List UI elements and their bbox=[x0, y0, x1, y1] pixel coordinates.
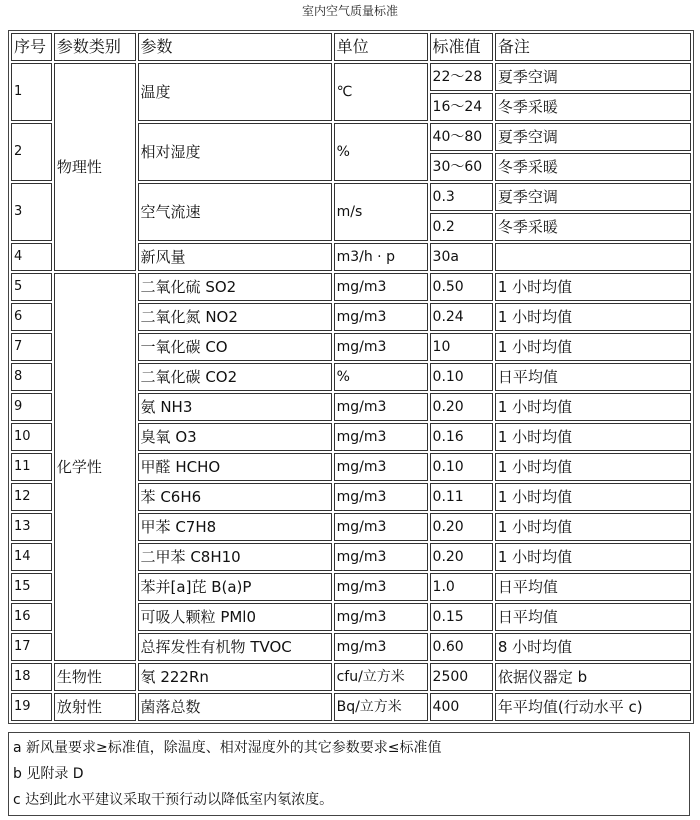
standard-value-cell: 0.50 bbox=[430, 273, 493, 301]
standard-value-cell: 1.0 bbox=[430, 573, 493, 601]
standard-value-cell: 0.15 bbox=[430, 603, 493, 631]
standard-value-cell: 0.20 bbox=[430, 513, 493, 541]
note-cell: 年平均值(行动水平 c) bbox=[495, 693, 691, 721]
row-number: 17 bbox=[11, 633, 52, 661]
unit-cell: mg/m3 bbox=[334, 423, 428, 451]
category-cell: 物理性 bbox=[54, 63, 136, 271]
row-number: 3 bbox=[11, 183, 52, 241]
footnote-c: c 达到此水平建议采取干预行动以降低室内氡浓度。 bbox=[13, 792, 334, 808]
standard-value-cell: 16～24 bbox=[430, 93, 493, 121]
param-cell: 二甲苯 C8H10 bbox=[138, 543, 332, 571]
row-number: 1 bbox=[11, 63, 52, 121]
category-cell: 化学性 bbox=[54, 273, 136, 661]
param-cell: 温度 bbox=[138, 63, 332, 121]
footnotes bbox=[8, 732, 690, 816]
param-cell: 菌落总数 bbox=[138, 693, 332, 721]
table-header-row bbox=[11, 33, 691, 61]
unit-cell: ℃ bbox=[334, 63, 428, 121]
note-cell: 1 小时均值 bbox=[495, 303, 691, 331]
category-cell: 生物性 bbox=[54, 663, 136, 691]
param-cell: 氡 222Rn bbox=[138, 663, 332, 691]
param-cell: 二氧化碳 CO2 bbox=[138, 363, 332, 391]
standard-value-cell: 0.11 bbox=[430, 483, 493, 511]
param-cell: 氨 NH3 bbox=[138, 393, 332, 421]
unit-cell: mg/m3 bbox=[334, 483, 428, 511]
param-cell: 总挥发性有机物 TVOC bbox=[138, 633, 332, 661]
unit-cell: Bq/立方米 bbox=[334, 693, 428, 721]
unit-cell: m/s bbox=[334, 183, 428, 241]
unit-cell: mg/m3 bbox=[334, 273, 428, 301]
unit-cell: % bbox=[334, 123, 428, 181]
note-cell: 依据仪器定 b bbox=[495, 663, 691, 691]
row-number: 14 bbox=[11, 543, 52, 571]
param-cell: 苯并[a]芘 B(a)P bbox=[138, 573, 332, 601]
note-cell: 1 小时均值 bbox=[495, 423, 691, 451]
row-number: 8 bbox=[11, 363, 52, 391]
param-cell: 新风量 bbox=[138, 243, 332, 271]
param-cell: 苯 C6H6 bbox=[138, 483, 332, 511]
param-cell: 二氧化氮 NO2 bbox=[138, 303, 332, 331]
row-number: 2 bbox=[11, 123, 52, 181]
row-number: 12 bbox=[11, 483, 52, 511]
standard-value-cell: 0.3 bbox=[430, 183, 493, 211]
note-cell: 冬季采暖 bbox=[495, 93, 691, 121]
param-cell: 一氧化碳 CO bbox=[138, 333, 332, 361]
row-number: 4 bbox=[11, 243, 52, 271]
note-cell: 1 小时均值 bbox=[495, 483, 691, 511]
standard-value-cell: 22～28 bbox=[430, 63, 493, 91]
standard-value-cell: 0.20 bbox=[430, 543, 493, 571]
note-cell: 日平均值 bbox=[495, 603, 691, 631]
param-cell: 甲苯 C7H8 bbox=[138, 513, 332, 541]
row-number: 9 bbox=[11, 393, 52, 421]
header-param: 参数 bbox=[138, 33, 332, 61]
note-cell bbox=[495, 243, 691, 271]
unit-cell: mg/m3 bbox=[334, 453, 428, 481]
note-cell: 冬季采暖 bbox=[495, 153, 691, 181]
row-number: 10 bbox=[11, 423, 52, 451]
row-number: 5 bbox=[11, 273, 52, 301]
note-cell: 日平均值 bbox=[495, 363, 691, 391]
standard-value-cell: 0.10 bbox=[430, 453, 493, 481]
unit-cell: mg/m3 bbox=[334, 633, 428, 661]
param-cell: 臭氧 O3 bbox=[138, 423, 332, 451]
note-cell: 8 小时均值 bbox=[495, 633, 691, 661]
page-title: 室内空气质量标准 bbox=[301, 4, 398, 18]
header-no: 序号 bbox=[11, 33, 52, 61]
unit-cell: mg/m3 bbox=[334, 303, 428, 331]
standard-value-cell: 0.20 bbox=[430, 393, 493, 421]
standard-value-cell: 0.24 bbox=[430, 303, 493, 331]
unit-cell: mg/m3 bbox=[334, 513, 428, 541]
param-cell: 甲醛 HCHO bbox=[138, 453, 332, 481]
param-cell: 相对湿度 bbox=[138, 123, 332, 181]
note-cell: 夏季空调 bbox=[495, 63, 691, 91]
param-cell: 空气流速 bbox=[138, 183, 332, 241]
note-cell: 1 小时均值 bbox=[495, 513, 691, 541]
header-note: 备注 bbox=[495, 33, 691, 61]
standard-value-cell: 40～80 bbox=[430, 123, 493, 151]
standard-value-cell: 0.16 bbox=[430, 423, 493, 451]
standard-value-cell: 30～60 bbox=[430, 153, 493, 181]
unit-cell: mg/m3 bbox=[334, 543, 428, 571]
note-cell: 1 小时均值 bbox=[495, 453, 691, 481]
header-standard: 标准值 bbox=[430, 33, 493, 61]
row-number: 19 bbox=[11, 693, 52, 721]
table-row bbox=[11, 693, 691, 721]
param-cell: 二氧化硫 SO2 bbox=[138, 273, 332, 301]
category-cell: 放射性 bbox=[54, 693, 136, 721]
note-cell: 1 小时均值 bbox=[495, 333, 691, 361]
table-row bbox=[11, 273, 691, 301]
note-cell: 日平均值 bbox=[495, 573, 691, 601]
unit-cell: % bbox=[334, 363, 428, 391]
note-cell: 冬季采暖 bbox=[495, 213, 691, 241]
standard-value-cell: 10 bbox=[430, 333, 493, 361]
unit-cell: mg/m3 bbox=[334, 603, 428, 631]
header-unit: 单位 bbox=[334, 33, 428, 61]
unit-cell: mg/m3 bbox=[334, 333, 428, 361]
standard-value-cell: 0.60 bbox=[430, 633, 493, 661]
row-number: 16 bbox=[11, 603, 52, 631]
air-quality-table bbox=[8, 30, 694, 724]
unit-cell: m3/h · p bbox=[334, 243, 428, 271]
note-cell: 1 小时均值 bbox=[495, 273, 691, 301]
standard-value-cell: 2500 bbox=[430, 663, 493, 691]
note-cell: 1 小时均值 bbox=[495, 543, 691, 571]
row-number: 6 bbox=[11, 303, 52, 331]
standard-value-cell: 400 bbox=[430, 693, 493, 721]
row-number: 15 bbox=[11, 573, 52, 601]
row-number: 18 bbox=[11, 663, 52, 691]
standard-value-cell: 0.2 bbox=[430, 213, 493, 241]
unit-cell: mg/m3 bbox=[334, 393, 428, 421]
row-number: 13 bbox=[11, 513, 52, 541]
footnote-a: a 新风量要求≥标准值，除温度、相对湿度外的其它参数要求≤标准值 bbox=[13, 740, 442, 756]
unit-cell: cfu/立方米 bbox=[334, 663, 428, 691]
table-row bbox=[11, 663, 691, 691]
note-cell: 1 小时均值 bbox=[495, 393, 691, 421]
footnote-b: b 见附录 D bbox=[13, 766, 84, 782]
row-number: 7 bbox=[11, 333, 52, 361]
row-number: 11 bbox=[11, 453, 52, 481]
note-cell: 夏季空调 bbox=[495, 123, 691, 151]
unit-cell: mg/m3 bbox=[334, 573, 428, 601]
param-cell: 可吸人颗粒 PMl0 bbox=[138, 603, 332, 631]
note-cell: 夏季空调 bbox=[495, 183, 691, 211]
standard-value-cell: 30a bbox=[430, 243, 493, 271]
header-category: 参数类别 bbox=[54, 33, 136, 61]
standard-value-cell: 0.10 bbox=[430, 363, 493, 391]
table-row bbox=[11, 63, 691, 91]
